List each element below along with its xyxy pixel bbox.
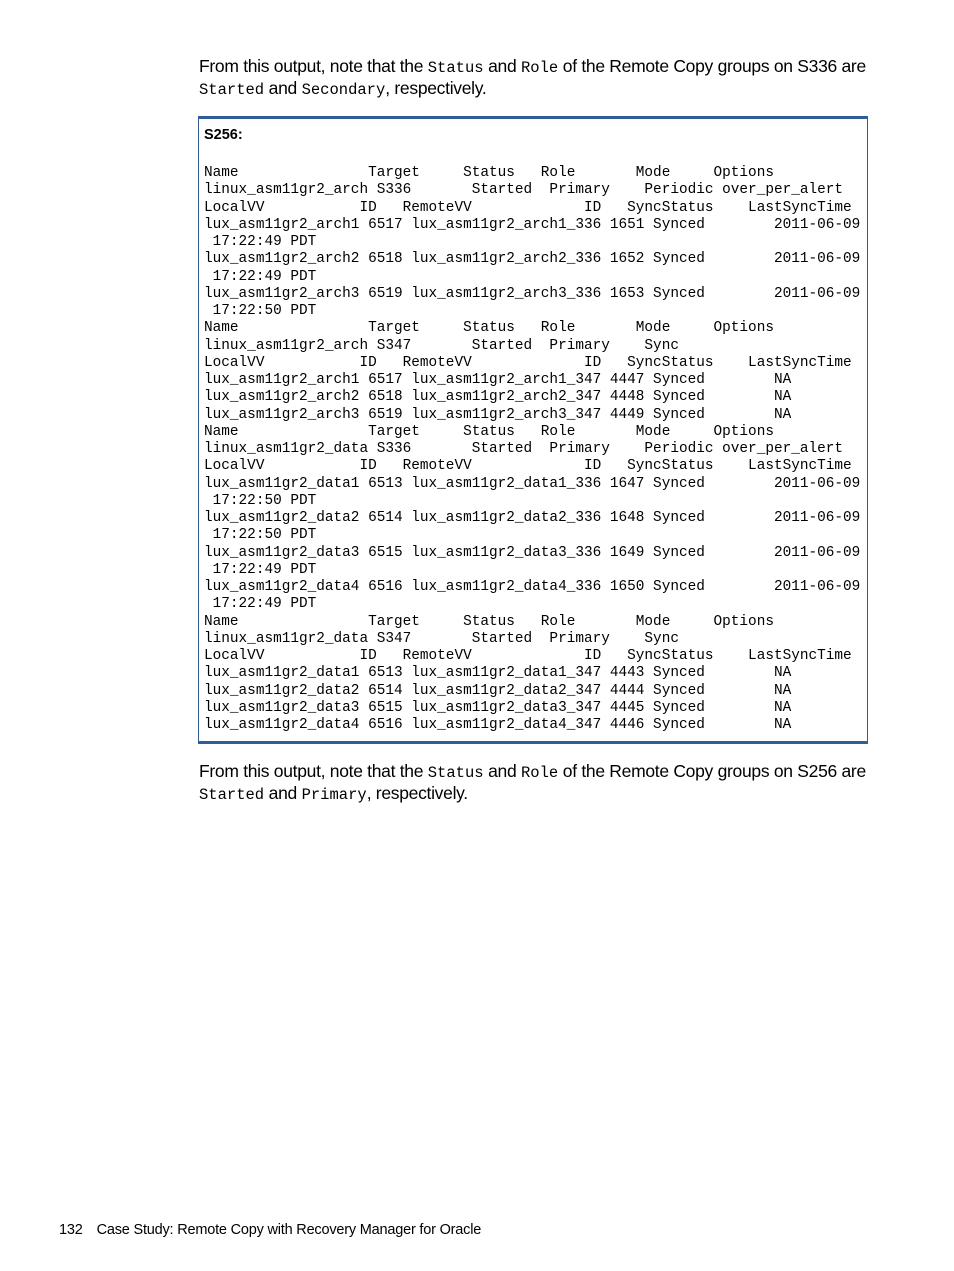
output-line: lux_asm11gr2_arch2 6518 lux_asm11gr2_arch2_336 1652 Synced 2011-06-09 [204, 251, 861, 268]
command-output-box [198, 116, 868, 744]
output-line: linux_asm11gr2_data S347 Started Primary Sync [204, 630, 679, 647]
output-line: Name Target Status Role Mode Options [204, 165, 774, 181]
output-line: Name Target Status Role Mode Options [204, 423, 774, 440]
output-line: lux_asm11gr2_arch1 6517 lux_asm11gr2_arch1_347 4447 Synced NA [204, 372, 792, 388]
output-line: Name Target Status Role Mode Options [204, 320, 774, 337]
output-line: lux_asm11gr2_data1 6513 lux_asm11gr2_data1_347 4443 Synced NA [204, 665, 792, 682]
output-line: lux_asm11gr2_arch3 6519 lux_asm11gr2_arch3_347 4449 Synced NA [204, 406, 792, 423]
outro-text-3: of the Remote Copy groups on S256 are [558, 761, 866, 781]
outro-text-1: From this output, note that the [199, 761, 428, 781]
output-line: lux_asm11gr2_data2 6514 lux_asm11gr2_data2_347 4444 Synced NA [204, 682, 792, 699]
outro-text-5: , respectively. [366, 783, 468, 803]
intro-text-2: and [483, 56, 521, 76]
output-line: lux_asm11gr2_data4 6516 lux_asm11gr2_data4_347 4446 Synced NA [204, 717, 792, 733]
output-line: Name Target Status Role Mode Options [204, 613, 774, 630]
output-line: lux_asm11gr2_arch2 6518 lux_asm11gr2_arch2_347 4448 Synced NA [204, 389, 792, 406]
output-line: 17:22:49 PDT [204, 234, 317, 250]
outro-code-role: Role [520, 764, 559, 782]
intro-code-started: Started [199, 81, 265, 99]
output-line: 17:22:50 PDT [204, 492, 317, 509]
intro-text-3: of the Remote Copy groups on S336 are [558, 56, 866, 76]
running-title: Case Study: Remote Copy with Recovery Manager for Oracle [96, 1222, 482, 1238]
intro-text-4: and [264, 78, 302, 98]
output-line: linux_asm11gr2_arch S336 Started Primary Periodic over_per_alert [204, 182, 844, 199]
intro-text-1: From this output, note that the [199, 56, 428, 76]
output-line: 17:22:49 PDT [204, 596, 317, 613]
outro-text-4: and [264, 783, 302, 803]
output-line: LocalVV ID RemoteVV ID SyncStatus LastSyncTime [204, 458, 852, 475]
page-footer [59, 1222, 481, 1238]
output-box-title: S256: [204, 127, 243, 143]
intro-paragraph [199, 56, 879, 100]
output-line: LocalVV ID RemoteVV ID SyncStatus LastSyncTime [204, 199, 852, 216]
output-line: lux_asm11gr2_arch1 6517 lux_asm11gr2_arch1_336 1651 Synced 2011-06-09 [204, 216, 861, 233]
command-output-lines [204, 165, 860, 734]
output-line: lux_asm11gr2_arch3 6519 lux_asm11gr2_arch3_336 1653 Synced 2011-06-09 [204, 285, 861, 302]
output-line: lux_asm11gr2_data3 6515 lux_asm11gr2_data3_336 1649 Synced 2011-06-09 [204, 544, 861, 561]
output-line: lux_asm11gr2_data2 6514 lux_asm11gr2_data2_336 1648 Synced 2011-06-09 [204, 510, 861, 526]
outro-text-2: and [483, 761, 521, 781]
output-line: 17:22:50 PDT [204, 527, 317, 544]
output-line: 17:22:49 PDT [204, 561, 317, 578]
intro-code-status: Status [427, 59, 484, 77]
intro-code-secondary: Secondary [301, 81, 386, 99]
outro-paragraph [199, 761, 879, 805]
outro-code-primary: Primary [301, 786, 367, 804]
output-line: 17:22:49 PDT [204, 268, 317, 285]
page-number: 132 [59, 1222, 83, 1238]
intro-text-5: , respectively. [385, 78, 487, 98]
output-line: linux_asm11gr2_data S336 Started Primary Periodic over_per_alert [204, 441, 844, 457]
output-line: lux_asm11gr2_data1 6513 lux_asm11gr2_data1_336 1647 Synced 2011-06-09 [204, 475, 861, 492]
output-line: linux_asm11gr2_arch S347 Started Primary Sync [204, 337, 679, 354]
intro-code-role: Role [520, 59, 559, 77]
output-line: lux_asm11gr2_data4 6516 lux_asm11gr2_data4_336 1650 Synced 2011-06-09 [204, 579, 861, 595]
output-line: LocalVV ID RemoteVV ID SyncStatus LastSyncTime [204, 354, 852, 371]
outro-code-status: Status [427, 764, 484, 782]
output-line: lux_asm11gr2_data3 6515 lux_asm11gr2_data3_347 4445 Synced NA [204, 699, 792, 716]
outro-code-started: Started [199, 786, 265, 804]
output-line: LocalVV ID RemoteVV ID SyncStatus LastSyncTime [204, 648, 852, 664]
output-line: 17:22:50 PDT [204, 303, 317, 319]
